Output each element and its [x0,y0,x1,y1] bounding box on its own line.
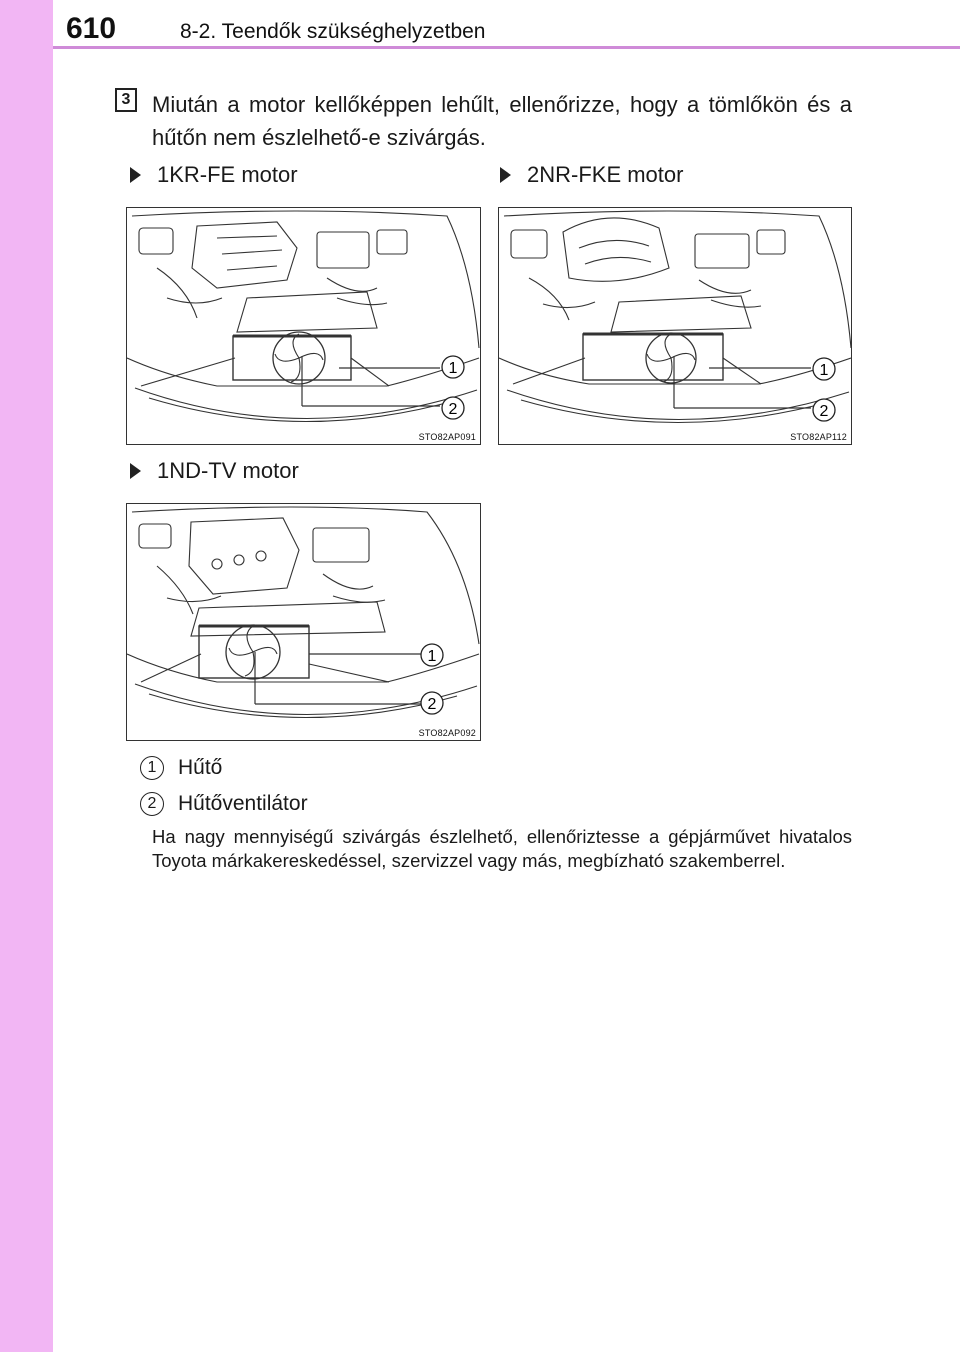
callout-2-text: 2 [448,401,458,418]
triangle-bullet-icon [500,167,511,183]
figure-code: STO82AP092 [418,728,476,738]
figure-2nr-engine-bay [498,207,852,445]
header-rule [53,46,960,49]
section-title: 8-2. Teendők szükséghelyzetben [180,20,486,43]
triangle-bullet-icon [130,463,141,479]
step-instruction: Miután a motor kellőképpen lehűlt, ellenőrizze, hogy a tömlőkön és a hűtőn nem észlelhető-e szivárgás. [152,92,852,150]
callout-1-text: 1 [448,360,458,377]
side-color-band [0,0,53,1352]
callout-2-text: 2 [819,403,829,420]
callout-1-text: 1 [427,648,437,665]
legend-item-radiator [140,756,222,780]
triangle-bullet-icon [130,167,141,183]
engine-bay-illustration [499,208,852,445]
callout-2-text: 2 [427,696,437,713]
figure-1nd-engine-bay [126,503,481,741]
legend-text: Hűtő [178,756,223,779]
legend-text: Hűtőventilátor [178,792,308,815]
figure-code: STO82AP091 [418,432,476,442]
figure-code: STO82AP112 [790,432,847,442]
legend-number-badge: 2 [140,792,164,816]
variant-label-2nr: 2NR-FKE motor [500,162,683,188]
dealer-note: Ha nagy mennyiségű szivárgás észlelhető, ellenőriztesse a gépjárművet hivatalos Toyota márkakereskedéssel, szervizzel vagy más, megbízható szakemberrel. [152,826,852,871]
page-number: 610 [66,12,117,45]
legend-item-cooling-fan [140,792,308,816]
engine-bay-illustration [127,208,481,445]
variant-label-1kr: 1KR-FE motor [130,162,298,188]
variant-label-1nd: 1ND-TV motor [130,458,299,484]
callout-1-text: 1 [819,362,829,379]
figure-1kr-engine-bay [126,207,481,445]
step-number-badge: 3 [115,88,137,112]
engine-bay-illustration [127,504,481,741]
legend-number-badge: 1 [140,756,164,780]
